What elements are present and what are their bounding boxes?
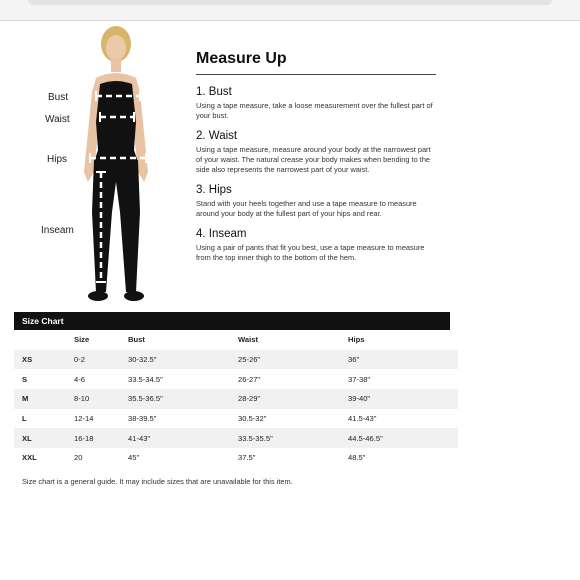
cell-waist: 25-26" [238,350,348,370]
cell-waist: 30.5-32" [238,414,267,424]
bust-label: Bust [48,92,69,103]
size-chart [14,312,450,468]
step-text: Using a tape measure, take a loose measurement over the fullest part of your bust. [196,101,433,120]
column-header-hips: Hips [348,330,458,350]
cell-hips: 36" [348,350,458,370]
cell-waist: 28-29" [238,389,348,409]
cell-hips: 44.5-46.5" [348,428,458,448]
cell-waist: 33.5-35.5" [238,428,348,448]
cell-size: 16-18 [74,428,128,448]
cell-bust: 30-32.5" [128,350,238,370]
top-bar-handle [28,0,552,5]
cell-waist: 37.5" [238,453,256,463]
row-label: XL [14,428,74,448]
measure-up-title: Measure Up [196,50,287,67]
cell-bust: 35.5-36.5" [128,389,238,409]
cell-bust: 33.5-34.5" [128,374,163,384]
size-chart-title: Size Chart [14,312,450,330]
cell-size: 8-10 [74,389,128,409]
measure-up-divider [196,74,436,75]
cell-size: 20 [74,453,83,463]
column-header-size: Size [74,330,128,350]
table-row [14,350,458,370]
cell-hips: 48.5" [348,453,366,463]
step-heading: 1. Bust [196,86,232,98]
model-shoe-right [124,291,144,301]
table-row [14,389,458,409]
table-header-row [14,330,458,350]
step-heading: 3. Hips [196,184,232,196]
column-header [14,330,74,350]
cell-bust: 45" [128,453,140,463]
model-illustration [40,22,190,312]
step-heading: 4. Inseam [196,228,247,240]
top-bar [0,0,580,21]
hips-label: Hips [47,154,68,165]
cell-bust: 41-43" [128,428,238,448]
cell-hips: 37-38" [348,374,371,384]
step-hips [196,183,436,219]
table-row [14,409,458,429]
cell-hips: 39-40" [348,389,458,409]
row-label: XXL [22,453,37,463]
inseam-label: Inseam [41,225,74,236]
step-text: Using a pair of pants that fit you best, use a tape measure to measure from the top inner thigh to the bottom of the hem. [196,243,425,262]
row-label: M [14,389,74,409]
cell-bust: 38-39.5" [128,414,157,424]
row-label: XS [14,350,74,370]
model-figure [40,22,190,312]
cell-size: 0-2 [74,350,128,370]
cell-size: 12-14 [74,414,94,424]
row-label: S [22,374,28,384]
cell-waist: 26-27" [238,374,261,384]
table-row [14,428,458,448]
step-text: Using a tape measure, measure around your body at the narrowest part of your waist. The natural crease your body makes when bending to the side also represents the narrowest part of your waist. [196,145,431,174]
model-shoe-left [88,291,108,301]
step-waist [196,129,436,175]
row-label: L [22,414,27,424]
cell-hips: 41.5-43" [348,414,377,424]
size-chart-table [14,330,458,468]
waist-label: Waist [45,114,70,125]
cell-size: 4-6 [74,374,85,384]
step-bust [196,85,436,121]
measure-up-section [196,48,436,271]
model-neck [111,58,121,72]
model-face [106,35,126,61]
step-inseam [196,227,436,263]
column-header-bust: Bust [128,330,238,350]
step-text: Stand with your heels together and use a tape measure to measure around your body at the fullest part of your hips and rear. [196,199,417,218]
table-row [14,369,458,389]
table-row [14,448,458,468]
model-leggings [92,160,140,292]
column-header-waist: Waist [238,330,348,350]
step-heading: 2. Waist [196,130,238,142]
size-chart-note: Size chart is a general guide. It may include sizes that are unavailable for this item. [22,477,293,486]
